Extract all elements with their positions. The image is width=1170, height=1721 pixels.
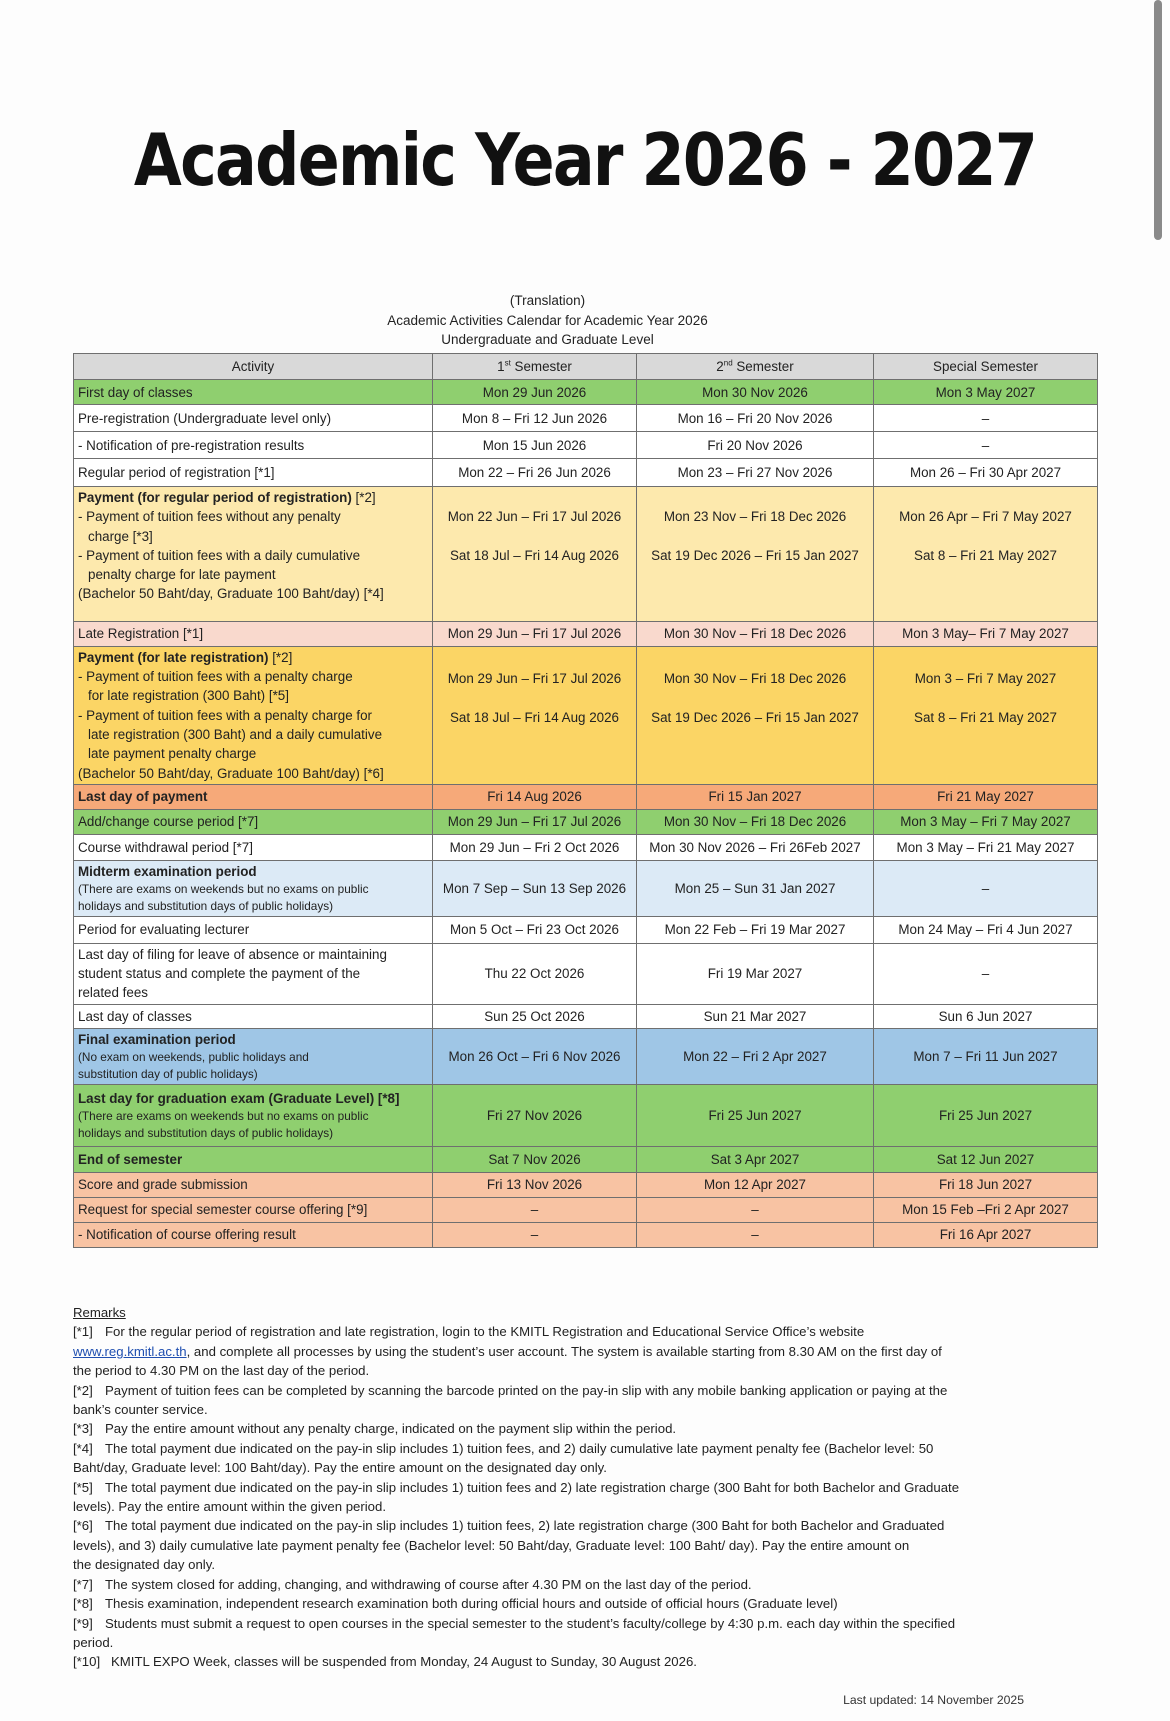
activity-cell: Last day of classes xyxy=(74,1004,433,1028)
sem1-cell: Mon 29 Jun – Fri 17 Jul 2026 xyxy=(433,809,637,834)
last-updated: Last updated: 14 November 2025 xyxy=(843,1693,1024,1707)
activity-cell: Last day of filing for leave of absence or maintaining student status and complete the payment of the related fees xyxy=(74,943,433,1004)
sem1-cell: Mon 7 Sep – Sun 13 Sep 2026 xyxy=(433,860,637,916)
table-row xyxy=(74,1146,1098,1172)
special-cell: – xyxy=(874,405,1098,432)
sem1-cell: Fri 27 Nov 2026 xyxy=(433,1084,637,1146)
header-special-semester: Special Semester xyxy=(874,354,1098,380)
sem2-cell: Mon 16 – Fri 20 Nov 2026 xyxy=(637,405,874,432)
sem2-cell: Mon 25 – Sun 31 Jan 2027 xyxy=(637,860,874,916)
page-heading: Academic Year 2026 - 2027 xyxy=(133,118,1037,202)
sem1-cell: Fri 14 Aug 2026 xyxy=(433,784,637,809)
special-cell: Mon 24 May – Fri 4 Jun 2027 xyxy=(874,916,1098,943)
sem2-cell: Mon 22 Feb – Fri 19 Mar 2027 xyxy=(637,916,874,943)
special-cell: Sun 6 Jun 2027 xyxy=(874,1004,1098,1028)
remark-10: [*10] KMITL EXPO Week, classes will be suspended from Monday, 24 August to Sunday, 30 August 2026. xyxy=(73,1654,697,1670)
special-cell: Mon 7 – Fri 11 Jun 2027 xyxy=(874,1028,1098,1084)
sem1-cell: Mon 29 Jun – Fri 17 Jul 2026 xyxy=(433,621,637,646)
sem2-cell: – xyxy=(637,1222,874,1247)
table-row xyxy=(74,809,1098,834)
sem2-cell: Sun 21 Mar 2027 xyxy=(637,1004,874,1028)
header-semester-2: 2nd Semester xyxy=(637,354,874,380)
table-row xyxy=(74,1197,1098,1222)
sem1-cell: – xyxy=(433,1197,637,1222)
activity-cell: Add/change course period [*7] xyxy=(74,809,433,834)
sem2-cell: Mon 23 – Fri 27 Nov 2026 xyxy=(637,459,874,487)
activity-cell: Payment (for regular period of registration) [*2] - Payment of tuition fees without any penalty charge [*3] - Payment of tuition fees with a daily cumulative penalty charge for late payment (Bachelor 50 Baht/day, Graduate 100 Baht/day) [*4] xyxy=(74,487,433,622)
activity-cell: Period for evaluating lecturer xyxy=(74,916,433,943)
activity-cell: - Notification of pre-registration results xyxy=(74,432,433,459)
table-row xyxy=(74,405,1098,432)
special-cell: Sat 12 Jun 2027 xyxy=(874,1146,1098,1172)
sem2-cell: Mon 30 Nov 2026 xyxy=(637,380,874,405)
remark-1: [*1] For the regular period of registration and late registration, login to the KMITL Registration and Educational Service Office’s website xyxy=(73,1324,865,1340)
sem1-cell: Mon 5 Oct – Fri 23 Oct 2026 xyxy=(433,916,637,943)
sem2-cell: Fri 19 Mar 2027 xyxy=(637,943,874,1004)
sem1-cell: Mon 22 – Fri 26 Jun 2026 xyxy=(433,459,637,487)
sem1-cell: – xyxy=(433,1222,637,1247)
remark-3: [*3] Pay the entire amount without any penalty charge, indicated on the payment slip within the period. xyxy=(73,1421,677,1437)
activity-cell: Last day of payment xyxy=(74,784,433,809)
sem1-cell: Mon 8 – Fri 12 Jun 2026 xyxy=(433,405,637,432)
special-cell: Fri 18 Jun 2027 xyxy=(874,1172,1098,1197)
activity-cell: Payment (for late registration) [*2] - Payment of tuition fees with a penalty charge for late registration (300 Baht) [*5] - Payment of tuition fees with a penalty charge for late registration (300 Baht) and a daily cumulative late payment penalty charge (Bachelor 50 Baht/day, Graduate 100 Baht/day) [*6] xyxy=(74,646,433,784)
calendar-table xyxy=(73,353,1098,1248)
activity-cell: - Notification of course offering result xyxy=(74,1222,433,1247)
remark-8: [*8] Thesis examination, independent research examination both during official hours and outside of official hours (Graduate level) xyxy=(73,1596,838,1612)
special-cell: Mon 26 – Fri 30 Apr 2027 xyxy=(874,459,1098,487)
remark-7: [*7] The system closed for adding, changing, and withdrawing of course after 4.30 PM on the last day of the period. xyxy=(73,1576,752,1592)
table-row xyxy=(74,459,1098,487)
sem1-cell: Mon 29 Jun – Fri 2 Oct 2026 xyxy=(433,834,637,860)
sem1-cell: Sun 25 Oct 2026 xyxy=(433,1004,637,1028)
table-row xyxy=(74,646,1098,784)
activity-cell: Final examination period (No exam on weekends, public holidays and substitution day of public holidays) xyxy=(74,1028,433,1084)
table-row xyxy=(74,1004,1098,1028)
sem2-cell: Fri 25 Jun 2027 xyxy=(637,1084,874,1146)
special-cell: Fri 16 Apr 2027 xyxy=(874,1222,1098,1247)
activity-cell: Score and grade submission xyxy=(74,1172,433,1197)
special-cell: Mon 3 May – Fri 21 May 2027 xyxy=(874,834,1098,860)
remark-6: [*6] The total payment due indicated on the pay-in slip includes 1) tuition fees, 2) late registration charge (300 Baht for both Bachelor and Graduated xyxy=(73,1518,945,1534)
remark-4: [*4] The total payment due indicated on the pay-in slip includes 1) tuition fees, and 2) daily cumulative late payment penalty fee (Bachelor level: 50 xyxy=(73,1440,934,1456)
sem1-cell: Thu 22 Oct 2026 xyxy=(433,943,637,1004)
scrollbar[interactable] xyxy=(1154,0,1162,240)
table-row xyxy=(74,1172,1098,1197)
table-row xyxy=(74,784,1098,809)
special-cell: Mon 3 – Fri 7 May 2027 Sat 8 – Fri 21 May 2027 xyxy=(874,646,1098,784)
registration-website-link[interactable]: www.reg.kmitl.ac.th xyxy=(73,1343,187,1359)
table-row xyxy=(74,916,1098,943)
sem2-cell: Mon 30 Nov – Fri 18 Dec 2026 xyxy=(637,809,874,834)
remark-5: [*5] The total payment due indicated on the pay-in slip includes 1) tuition fees and 2) late registration charge (300 Baht for both Bachelor and Graduate xyxy=(73,1479,960,1495)
sem2-cell: Mon 12 Apr 2027 xyxy=(637,1172,874,1197)
special-cell: Mon 15 Feb –Fri 2 Apr 2027 xyxy=(874,1197,1098,1222)
sem2-cell: Mon 30 Nov – Fri 18 Dec 2026 xyxy=(637,621,874,646)
sem2-cell: Sat 3 Apr 2027 xyxy=(637,1146,874,1172)
sem1-cell: Mon 29 Jun 2026 xyxy=(433,380,637,405)
sem1-cell: Mon 22 Jun – Fri 17 Jul 2026 Sat 18 Jul – Fri 14 Aug 2026 xyxy=(433,487,637,622)
table-row xyxy=(74,432,1098,459)
table-row xyxy=(74,1028,1098,1084)
activity-cell: Midterm examination period (There are exams on weekends but no exams on public holidays and substitution days of public holidays) xyxy=(74,860,433,916)
special-cell: Fri 21 May 2027 xyxy=(874,784,1098,809)
table-row xyxy=(74,834,1098,860)
special-cell: Mon 3 May– Fri 7 May 2027 xyxy=(874,621,1098,646)
special-cell: Mon 3 May – Fri 7 May 2027 xyxy=(874,809,1098,834)
special-cell: Fri 25 Jun 2027 xyxy=(874,1084,1098,1146)
remark-9: [*9] Students must submit a request to open courses in the special semester to the student’s faculty/college by 4:30 p.m. each day within the specified xyxy=(73,1615,956,1631)
table-row xyxy=(74,621,1098,646)
table-row xyxy=(74,943,1098,1004)
table-row xyxy=(74,1084,1098,1146)
caption-title: Academic Activities Calendar for Academic Year 2026 xyxy=(387,312,708,328)
sem1-cell: Mon 29 Jun – Fri 17 Jul 2026 Sat 18 Jul – Fri 14 Aug 2026 xyxy=(433,646,637,784)
sem2-cell: Mon 30 Nov – Fri 18 Dec 2026 Sat 19 Dec 2026 – Fri 15 Jan 2027 xyxy=(637,646,874,784)
header-activity: Activity xyxy=(74,354,433,380)
activity-cell: Course withdrawal period [*7] xyxy=(74,834,433,860)
sem2-cell: Mon 22 – Fri 2 Apr 2027 xyxy=(637,1028,874,1084)
special-cell: Mon 26 Apr – Fri 7 May 2027 Sat 8 – Fri 21 May 2027 xyxy=(874,487,1098,622)
sem1-cell: Sat 7 Nov 2026 xyxy=(433,1146,637,1172)
table-row xyxy=(74,380,1098,405)
activity-cell: Regular period of registration [*1] xyxy=(74,459,433,487)
special-cell: – xyxy=(874,432,1098,459)
table-row xyxy=(74,1222,1098,1247)
activity-cell: Last day for graduation exam (Graduate Level) [*8] (There are exams on weekends but no exams on public holidays and substitution days of public holidays) xyxy=(74,1084,433,1146)
sem2-cell: – xyxy=(637,1197,874,1222)
table-row xyxy=(74,860,1098,916)
caption-level: Undergraduate and Graduate Level xyxy=(441,332,654,347)
remarks-section: Remarks [*1] For the regular period of registration and late registration, login to the KMITL Registration and Educational Service Office’s website www.reg.kmitl.ac.th, and complete all processes by using the student’s user account. The system is available starting from 8.30 AM on the first day of the period to 4.30 PM on the last day of the period. [*2] Payment of tuition fees can be completed by scanning the barcode printed on the pay-in slip with any mobile banking application or paying at the bank’s counter service. [*3] Pay the entire amount without any penalty charge, indicated on the payment slip within the period. [*4] The total payment due indicated on the pay-in slip includes 1) tuition fees, and 2) daily cumulative late payment penalty fee (Bachelor level: 50 Baht/day, Graduate level: 100 Baht/day). Pay the entire amount on the designated day only. [*5] The total payment due indicated on the pay-in slip includes 1) tuition fees and 2) late registration charge (300 Baht for both Bachelor and Graduate levels). Pay the entire amount within the given period. [*6] The total payment due indicated on the pay-in slip includes 1) tuition fees, 2) late registration charge (300 Baht for both Bachelor and Graduated levels), and 3) daily cumulative late payment penalty fee (Bachelor level: 50 Baht/day, Graduate level: 100 Baht/ day). Pay the entire amount on the designated day only. [*7] The system closed for adding, changing, and withdrawing of course after 4.30 PM on the last day of the period. [*8] Thesis examination, independent research examination both during official hours and outside of official hours (Graduate level) [*9] Students must submit a request to open courses in the special semester to the student’s faculty/college by 4:30 p.m. each day within the specified period. [*10] KMITL EXPO Week, classes will be suspended from Monday, 24 August to Sunday, 30 August 2026. xyxy=(73,1303,1083,1672)
table-row xyxy=(74,487,1098,622)
remark-2: [*2] Payment of tuition fees can be completed by scanning the barcode printed on the pay-in slip with any mobile banking application or paying at the xyxy=(73,1382,948,1398)
sem2-cell: Mon 23 Nov – Fri 18 Dec 2026 Sat 19 Dec 2026 – Fri 15 Jan 2027 xyxy=(637,487,874,622)
activity-cell: Request for special semester course offering [*9] xyxy=(74,1197,433,1222)
activity-cell: Late Registration [*1] xyxy=(74,621,433,646)
special-cell: – xyxy=(874,943,1098,1004)
table-header-row xyxy=(74,354,1098,380)
header-semester-1: 1st Semester xyxy=(433,354,637,380)
special-cell: Mon 3 May 2027 xyxy=(874,380,1098,405)
sem1-cell: Mon 26 Oct – Fri 6 Nov 2026 xyxy=(433,1028,637,1084)
sem2-cell: Fri 15 Jan 2027 xyxy=(637,784,874,809)
sem1-cell: Fri 13 Nov 2026 xyxy=(433,1172,637,1197)
special-cell: – xyxy=(874,860,1098,916)
sem2-cell: Mon 30 Nov 2026 – Fri 26Feb 2027 xyxy=(637,834,874,860)
sem1-cell: Mon 15 Jun 2026 xyxy=(433,432,637,459)
caption-translation: (Translation) xyxy=(509,293,586,308)
sem2-cell: Fri 20 Nov 2026 xyxy=(637,432,874,459)
remarks-title: Remarks xyxy=(73,1305,126,1320)
activity-cell: Pre-registration (Undergraduate level only) xyxy=(74,405,433,432)
calendar-caption xyxy=(0,291,1095,350)
activity-cell: First day of classes xyxy=(74,380,433,405)
activity-cell: End of semester xyxy=(74,1146,433,1172)
